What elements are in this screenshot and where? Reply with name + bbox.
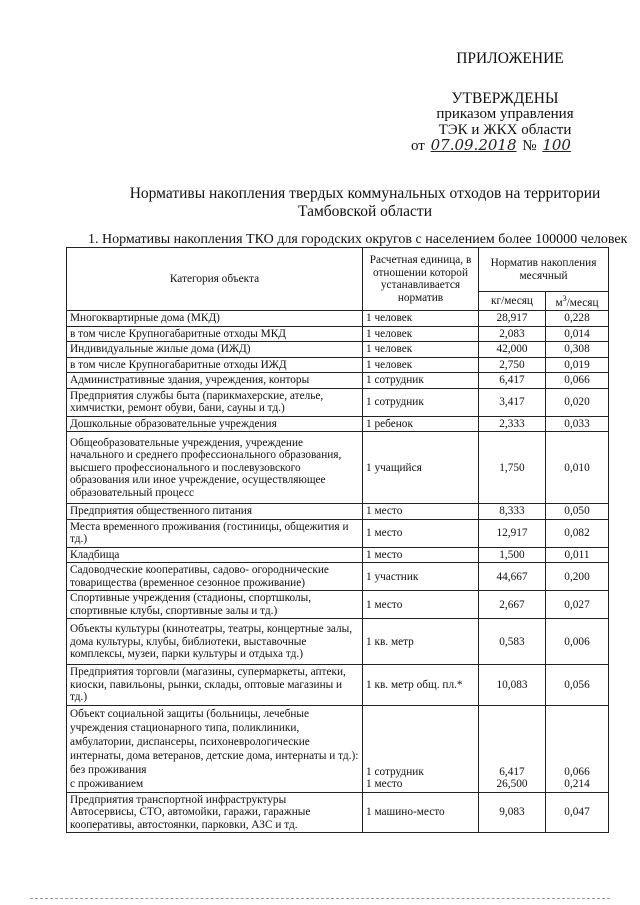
row-kg: 28,917 [479,311,546,327]
table-row [67,519,609,547]
row-kg: 2,333 [479,416,546,432]
row-m3: 0,082 [546,519,609,547]
row-m3: 0,027 [546,591,609,619]
row-unit: 1 кв. метр общ. пл.* [363,665,479,706]
row-unit: 1 место [363,504,479,520]
social-without-unit: 1 место [366,778,403,791]
document-title: Нормативы накопления твердых коммунальных отходов на территории Тамбовской области [129,185,601,220]
row-m3: 0,228 [546,311,609,327]
social-without-kg: 26,500 [496,778,528,791]
row-category: Объекты культуры (кинотеатры, театры, концертные залы, дома культуры, клубы, библиотеки, выставочные комплексы, музеи, парки культуры и отдыха тд.) [67,619,363,665]
social-title: Объект социальной защиты (больницы, лечебные учреждения стационарного типа, поликлиники, амбулатории, диспансеры, психоневрологические интернаты, дома ветеранов, детские дома, интернаты и тд.): [70,707,359,762]
row-unit: 1 кв. метр [363,619,479,665]
table-row [67,416,609,432]
order-label: приказом управления [436,106,574,122]
norms-table [66,247,609,833]
approved-label: УТВЕРЖДЕНЫ [451,90,559,107]
order-date: 07.09.2018 [430,136,517,154]
table-row [67,504,609,520]
row-category: Предприятия торговли (магазины, супермаркеты, аптеки, киоски, павильоны, рынки, склады, оптовые магазины и тд.) [67,665,363,706]
row-m3: 0,066 [546,373,609,389]
page-edge-divider [30,898,610,900]
social-unit [363,705,479,792]
table-row [67,591,609,619]
row-unit: 1 место [363,591,479,619]
row-unit: 1 учащийся [363,432,479,504]
row-category: Многоквартирные дома (МКД) [67,311,363,327]
row-m3: 0,010 [546,432,609,504]
row-unit: 1 ребенок [363,416,479,432]
row-m3: 0,033 [546,416,609,432]
row-kg: 3,417 [479,388,546,416]
row-category: Индивидуальные жилые дома (ИЖД) [67,342,363,358]
table-row [67,705,609,792]
row-category: в том числе Крупногабаритные отходы МКД [67,326,363,342]
table-row [67,373,609,389]
transport-kg: 9,083 [479,792,546,833]
row-m3: 0,020 [546,388,609,416]
row-category: Предприятия службы быта (парикмахерские, ателье, химчистки, ремонт обуви, бани, сауны и тд.) [67,388,363,416]
social-with-label: без проживания [70,763,147,776]
header-category: Категория объекта [67,248,363,311]
row-unit: 1 человек [363,357,479,373]
table-row [67,311,609,327]
row-m3: 0,308 [546,342,609,358]
row-unit: 1 место [363,547,479,563]
table-row [67,388,609,416]
row-unit: 1 участник [363,563,479,591]
row-kg: 1,750 [479,432,546,504]
department-label: ТЭК и ЖКХ области [438,122,572,138]
header-kg: кг/месяц [479,292,546,311]
table-row [67,342,609,358]
order-date-number [411,136,611,155]
row-kg: 2,667 [479,591,546,619]
social-with-m3: 0,066 [564,765,590,778]
row-kg: 0,583 [479,619,546,665]
row-category: в том числе Крупногабаритные отходы ИЖД [67,357,363,373]
row-kg: 2,750 [479,357,546,373]
transport-title: Предприятия транспортной инфраструктуры [70,793,287,806]
row-m3: 0,006 [546,619,609,665]
header-m3 [546,292,609,311]
header-m3-prefix: м [555,296,563,309]
social-m3 [546,705,609,792]
row-kg: 10,083 [479,665,546,706]
from-label: от [411,138,425,154]
header-norm: Норматив накопления месячный [479,248,609,292]
row-category: Кладбища [67,547,363,563]
table-row [67,357,609,373]
row-unit: 1 сотрудник [363,373,479,389]
row-kg: 42,000 [479,342,546,358]
table-row [67,665,609,706]
appendix-label: ПРИЛОЖЕНИЕ [456,50,564,67]
section-title: 1. Нормативы накопления ТКО для городских округов с населением более 100000 человек [88,232,628,247]
social-without-label: с проживанием [70,777,144,790]
row-kg: 12,917 [479,519,546,547]
table-row [67,432,609,504]
row-m3: 0,014 [546,326,609,342]
table-row [67,792,609,833]
row-category: Общеобразовательные учреждения, учреждение начального и среднего профессионального образования, высшего профессионального и послевузовского образования или иное учреждение, осуществляющее образовательный процесс [67,432,363,504]
header-unit: Расчетная единица, в отношении которой устанавливается норматив [363,248,479,311]
table-row [67,619,609,665]
row-category: Предприятия общественного питания [67,504,363,520]
social-with-unit: 1 сотрудник [366,765,424,778]
number-sign: № [522,138,537,154]
row-kg: 6,417 [479,373,546,389]
row-m3: 0,056 [546,665,609,706]
social-with-kg: 6,417 [499,765,525,778]
social-category [67,705,363,792]
social-without-m3: 0,214 [564,778,590,791]
transport-unit: 1 машино-место [363,792,479,833]
row-m3: 0,050 [546,504,609,520]
header-m3-sup: 3 [562,294,567,303]
row-unit: 1 человек [363,326,479,342]
transport-m3: 0,047 [546,792,609,833]
row-kg: 8,333 [479,504,546,520]
row-unit: 1 сотрудник [363,388,479,416]
row-unit: 1 человек [363,311,479,327]
row-category: Места временного проживания (гостиницы, общежития и тд.) [67,519,363,547]
row-kg: 2,083 [479,326,546,342]
table-row [67,563,609,591]
transport-detail: Автосервисы, СТО, автомойки, гаражи, гаражные кооперативы, автостоянки, парковки, АЗС и тд. [70,806,311,831]
row-m3: 0,011 [546,547,609,563]
row-unit: 1 место [363,519,479,547]
row-m3: 0,019 [546,357,609,373]
header-m3-suffix: /месяц [566,296,599,309]
table-row [67,326,609,342]
order-number: 100 [542,136,571,154]
row-m3: 0,200 [546,563,609,591]
row-kg: 1,500 [479,547,546,563]
row-category: Административные здания, учреждения, конторы [67,373,363,389]
social-kg [479,705,546,792]
transport-category [67,792,363,833]
row-category: Дошкольные образовательные учреждения [67,416,363,432]
row-unit: 1 человек [363,342,479,358]
row-kg: 44,667 [479,563,546,591]
table-body [67,311,609,833]
row-category: Садоводческие кооперативы, садово- огороднические товарищества (временное сезонное проживание) [67,563,363,591]
row-category: Спортивные учреждения (стадионы, спортшколы, спортивные клубы, спортивные залы и тд.) [67,591,363,619]
table-row [67,547,609,563]
